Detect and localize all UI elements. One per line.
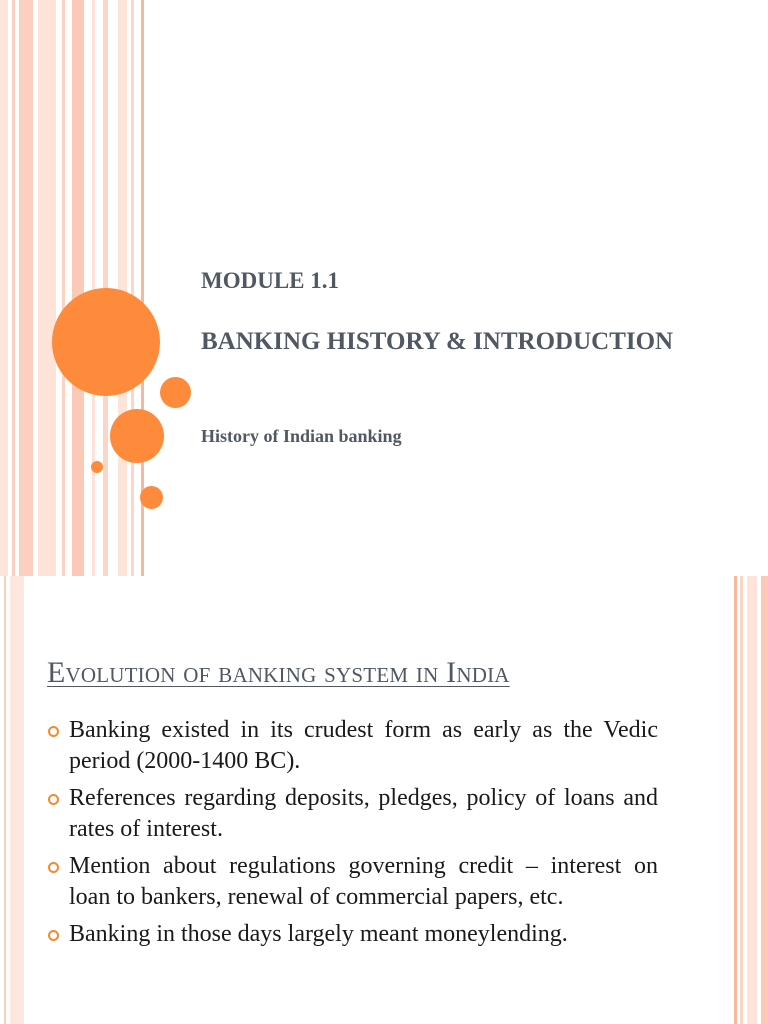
list-item [46, 851, 658, 912]
module-label: MODULE 1.1 [201, 268, 339, 293]
circle-bullet-icon [48, 794, 59, 805]
decorative-stripe [761, 576, 768, 1024]
decorative-circle-large [52, 288, 160, 396]
circle-bullet-icon [48, 862, 59, 873]
decorative-stripe [92, 0, 95, 576]
slide-title: BANKING HISTORY & INTRODUCTION [201, 328, 674, 355]
decorative-stripe [0, 0, 8, 576]
decorative-stripe [747, 576, 757, 1024]
decorative-circle-tiny [91, 461, 103, 473]
bullet-text: Mention about regulations governing credit – interest on loan to bankers, renewal of commercial papers, etc. [69, 853, 658, 910]
circle-bullet-icon [48, 930, 59, 941]
slide-heading: Evolution of banking system in India [47, 656, 510, 689]
decorative-circle-small [140, 486, 163, 509]
circle-bullet-icon [48, 726, 59, 737]
decorative-stripe [118, 0, 127, 576]
decorative-stripe [72, 0, 84, 576]
decorative-stripe [4, 576, 6, 1024]
decorative-stripe [740, 576, 743, 1024]
decorative-stripe [131, 0, 134, 576]
decorative-stripe [19, 0, 33, 576]
slide-subtitle: History of Indian banking [201, 426, 402, 446]
decorative-stripe [38, 0, 56, 576]
bullet-text: Banking in those days largely meant moneylending. [69, 921, 568, 947]
decorative-stripe [734, 576, 737, 1024]
decorative-stripe [62, 0, 65, 576]
list-item [46, 783, 658, 844]
decorative-circle-small [160, 377, 191, 408]
list-item [46, 919, 658, 950]
decorative-stripe [10, 576, 24, 1024]
bullet-list [46, 715, 658, 957]
list-item [46, 715, 658, 776]
bullet-text: References regarding deposits, pledges, policy of loans and rates of interest. [69, 785, 658, 842]
bullet-text: Banking existed in its crudest form as early as the Vedic period (2000-1400 BC). [69, 717, 658, 774]
decorative-stripe [12, 0, 15, 576]
decorative-circle-medium [110, 409, 164, 463]
